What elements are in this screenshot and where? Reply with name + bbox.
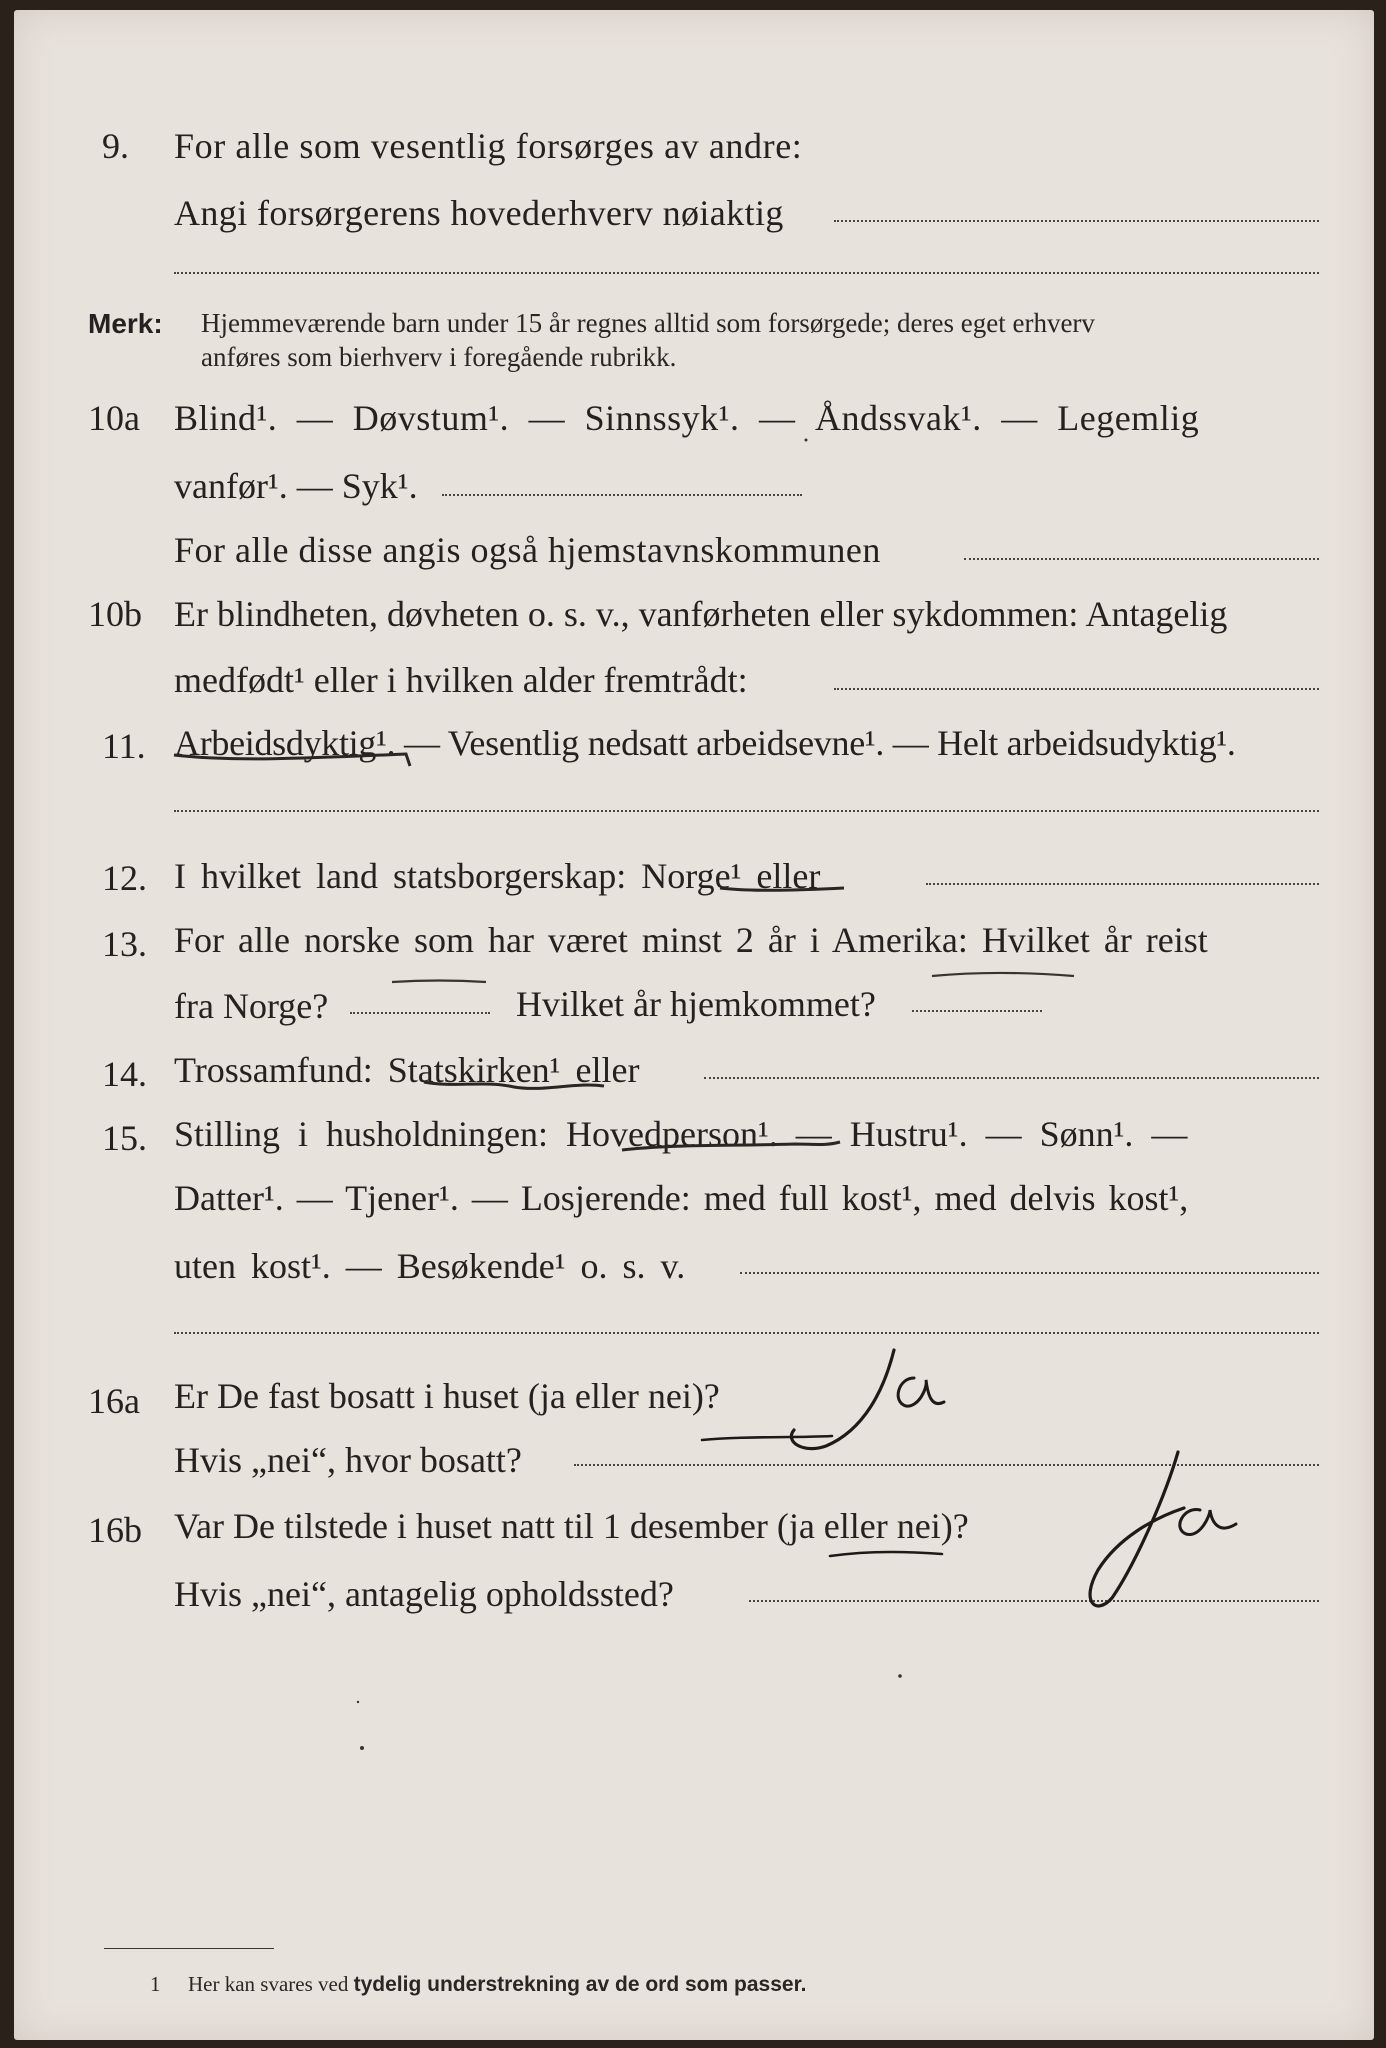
footnote-text	[188, 1974, 806, 1995]
q10b-number: 10b	[88, 594, 142, 634]
q9-answer-line	[834, 220, 1319, 222]
ink-speck	[357, 1701, 359, 1703]
q15-answer-line	[740, 1272, 1319, 1274]
dash-q13-left	[392, 981, 486, 983]
q9-line1: For alle som vesentlig forsørges av andre:	[174, 126, 803, 166]
q13-year-left-line	[350, 1012, 490, 1014]
q15-answer-line-2	[174, 1332, 1319, 1334]
q10a-home-line	[964, 558, 1319, 560]
q15-line2: Datter¹. — Tjener¹. — Losjerende: med full kost¹, med delvis kost¹,	[174, 1178, 1189, 1218]
q10a-number: 10a	[88, 398, 140, 438]
q14-line1: Trossamfund: Statskirken¹ eller	[174, 1050, 640, 1090]
ink-speck	[360, 1746, 364, 1750]
q16a-number: 16a	[88, 1381, 140, 1421]
q9-answer-line-2	[174, 272, 1319, 274]
q16a-line2: Hvis „nei“, hvor bosatt?	[174, 1440, 522, 1480]
q16b-line2: Hvis „nei“, antagelig opholdssted?	[174, 1574, 674, 1614]
handwritten-ja-16a	[702, 1350, 944, 1449]
q9-number: 9.	[102, 126, 129, 166]
footnote-text-bold: tydelig understrekning av de ord som passer.	[353, 1973, 807, 1996]
q10a-line2: vanfør¹. — Syk¹.	[174, 466, 418, 506]
q12-answer-line	[926, 883, 1319, 885]
q12-number: 12.	[102, 858, 147, 898]
q13-line1: For alle norske som har været minst 2 år i Amerika: Hvilket år reist	[174, 920, 1208, 960]
q13-line2a: fra Norge?	[174, 986, 329, 1026]
footnote-marker: 1	[150, 1972, 161, 1996]
ink-speck	[805, 439, 808, 442]
q11-answer-line	[174, 810, 1319, 812]
q13-number: 13.	[102, 924, 147, 964]
q15-number: 15.	[102, 1118, 147, 1158]
q10b-line2: medfødt¹ eller i hvilken alder fremtrådt:	[174, 660, 748, 700]
q16b-line1: Var De tilstede i huset natt til 1 desember (ja eller nei)?	[174, 1506, 969, 1546]
merk-label: Merk:	[88, 308, 163, 339]
q10a-line3: For alle disse angis også hjemstavnskommunen	[174, 530, 881, 570]
q15-line1: Stilling i husholdningen: Hovedperson¹. — Hustru¹. — Sønn¹. —	[174, 1114, 1188, 1154]
q16b-number: 16b	[88, 1510, 142, 1550]
ink-speck	[898, 1674, 902, 1678]
merk-line1: Hjemmeværende barn under 15 år regnes alltid som forsørgede; deres eget erhverv	[201, 308, 1095, 338]
q10a-line1: Blind¹. — Døvstum¹. — Sinnssyk¹. — Åndssvak¹. — Legemlig	[174, 398, 1200, 438]
q16a-line1: Er De fast bosatt i huset (ja eller nei)?	[174, 1376, 720, 1416]
q13-year-return-line	[912, 1010, 1042, 1012]
q14-answer-line	[704, 1077, 1319, 1079]
footnote-rule	[104, 1948, 274, 1949]
q16b-where-line	[749, 1600, 1319, 1602]
q14-number: 14.	[102, 1054, 147, 1094]
q11-number: 11.	[102, 726, 146, 766]
dash-q13-right	[932, 973, 1074, 976]
q15-line3: uten kost¹. — Besøkende¹ o. s. v.	[174, 1246, 686, 1286]
q16a-where-line	[574, 1464, 1319, 1466]
q13-line2b: Hvilket år hjemkommet?	[516, 984, 876, 1024]
q10b-answer-line	[834, 688, 1319, 690]
merk-line2: anføres som bierhverv i foregående rubrikk.	[201, 342, 677, 372]
census-form-page	[14, 10, 1374, 2040]
q10b-line1: Er blindheten, døvheten o. s. v., vanførheten eller sykdommen: Antagelig	[174, 594, 1228, 634]
footnote-text-start: Her kan svares ved	[188, 1972, 349, 1996]
q10a-answer-line	[442, 494, 802, 496]
q9-line2: Angi forsørgerens hovederhverv nøiaktig	[174, 193, 784, 233]
q12-line1: I hvilket land statsborgerskap: Norge¹ eller	[174, 856, 821, 896]
q11-line1: Arbeidsdyktig¹. — Vesentlig nedsatt arbeidsevne¹. — Helt arbeidsudyktig¹.	[174, 723, 1236, 763]
